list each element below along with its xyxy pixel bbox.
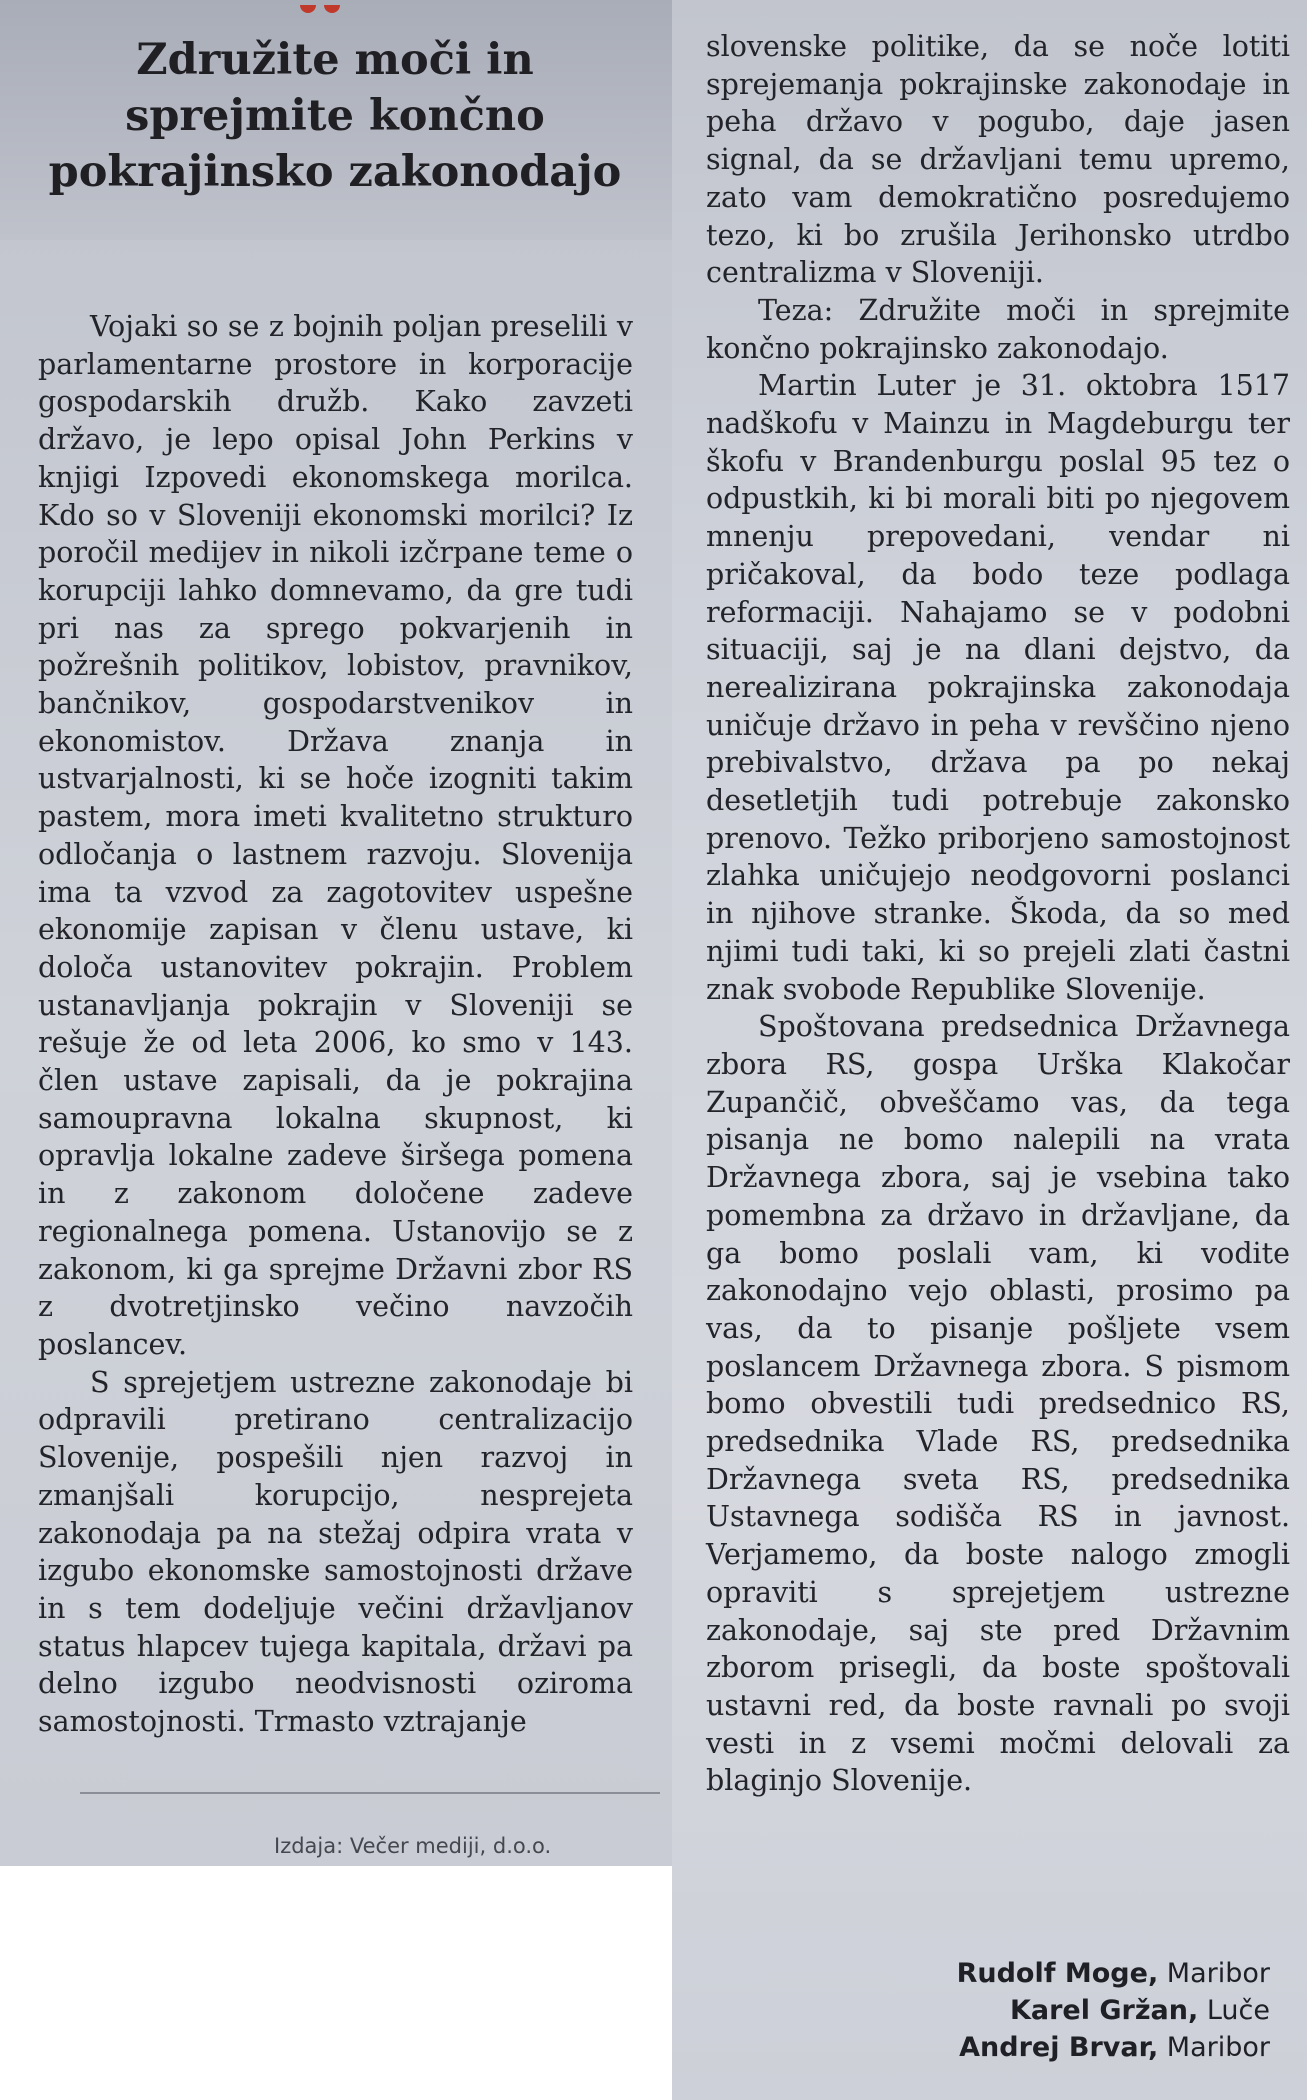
signature-line: [706, 1955, 1270, 1992]
right-column: [706, 28, 1290, 1800]
signature-name: Andrej Brvar,: [959, 2032, 1159, 2063]
signature-place: Maribor: [1166, 1958, 1270, 1989]
divider-line: [80, 1792, 660, 1794]
signature-place: Luče: [1206, 1995, 1270, 2026]
red-decoration: [300, 0, 360, 8]
left-paragraph-2: S sprejetjem ustrezne zakonodaje bi odpravili pretirano centralizacijo Slovenije, pospešili njen razvoj in zmanjšali korupcijo, nesprejeta zakonodaja pa na stežaj odpira vrata v izgubo ekonomske samostojnosti države in s tem dodeljuje večini državljanov status hlapcev tujega kapitala, državi pa delno izgubo neodvisnosti oziroma samostojnosti. Trmasto vztrajanje: [38, 1365, 633, 1739]
left-column: [38, 308, 633, 1741]
signature-place: Maribor: [1166, 2032, 1270, 2063]
article-title: Združite moči in sprejmite končno pokrajinsko zakonodajo: [48, 35, 622, 197]
right-paragraph-1: slovenske politike, da se noče lotiti sprejemanja pokrajinske zakonodaje in peha državo v pogubo, daje jasen signal, da se državljani temu upremo, zato vam demokratično posredujemo tezo, ki bo zrušila Jerihonsko utrdbo centralizma v Sloveniji.: [706, 30, 1290, 290]
right-paragraph-3: Martin Luter je 31. oktobra 1517 nadškofu v Mainzu in Magdeburgu ter škofu v Brandenburgu poslal 95 tez o odpustkih, ki bi morali biti po njegovem mnenju prepovedani, vendar ni pričakoval, da bodo teze podlaga reformaciji. Nahajamo se v podobni situaciji, saj je na dlani dejstvo, da nerealizirana pokrajinska zakonodaja uničuje državo in peha v revščino njeno prebivalstvo, država pa po nekaj desetletjih tudi potrebuje zakonsko prenovo. Težko priborjeno samostojnost zlahka uničujejo neodgovorni poslanci in njihove stranke. Škoda, da so med njimi tudi taki, ki so prejeli zlati častni znak svobode Republike Slovenije.: [706, 369, 1290, 1006]
signature-name: Karel Gržan,: [1009, 1995, 1199, 2026]
signature-name: Rudolf Moge,: [956, 1958, 1159, 1989]
signature-line: [706, 1992, 1270, 2029]
signatures: [706, 1955, 1270, 2066]
imprint-text: Izdaja: Večer mediji, d.o.o.: [274, 1834, 552, 1858]
signature-line: [706, 2029, 1270, 2066]
right-paragraph-2: Teza: Združite moči in sprejmite končno pokrajinsko zakonodajo.: [706, 293, 1290, 365]
left-paragraph-1: Vojaki so se z bojnih poljan preselili v parlamentarne prostore in korporacije gospodarskih družb. Kako zavzeti državo, je lepo opisal John Perkins v knjigi Izpovedi ekonomskega morilca. Kdo so v Sloveniji ekonomski morilci? Iz poročil medijev in nikoli izčrpane teme o korupciji lahko domnevamo, da gre tudi pri nas za sprego pokvarjenih in požrešnih politikov, lobistov, pravnikov, bančnikov, gospodarstvenikov in ekonomistov. Država znanja in ustvarjalnosti, ki se hoče izogniti takim pastem, mora imeti kvalitetno strukturo odločanja o lastnem razvoju. Slovenija ima ta vzvod za zagotovitev uspešne ekonomije zapisan v členu ustave, ki določa ustanovitev pokrajin. Problem ustanavljanja pokrajin v Sloveniji se rešuje že od leta 2006, ko smo v 143. člen ustave zapisali, da je pokrajina samoupravna lokalna skupnost, ki opravlja lokalne zadeve širšega pomena in z zakonom določene zadeve regionalnega pomena. Ustanovijo se z zakonom, ki ga sprejme Državni zbor RS z dvotretjinsko večino navzočih poslancev.: [38, 310, 633, 1361]
right-paragraph-4: Spoštovana predsednica Državnega zbora RS, gospa Urška Klakočar Zupančič, obveščamo vas, da tega pisanja ne bomo nalepili na vrata Državnega zbora, saj je vsebina tako pomembna za državo in državljane, da ga bomo poslali vam, ki vodite zakonodajno vejo oblasti, prosimo pa vas, da to pisanje pošljete vsem poslancem Državnega zbora. S pismom bomo obvestili tudi predsednico RS, predsednika Vlade RS, predsednika Državnega sveta RS, predsednika Ustavnega sodišča RS in javnost. Verjamemo, da boste nalogo zmogli opraviti s sprejetjem ustrezne zakonodaje, saj ste pred Državnim zborom prisegli, da boste spoštovali ustavni red, da boste ravnali po svoji vesti in z vsemi močmi delovali za blaginjo Slovenije.: [706, 1010, 1290, 1798]
